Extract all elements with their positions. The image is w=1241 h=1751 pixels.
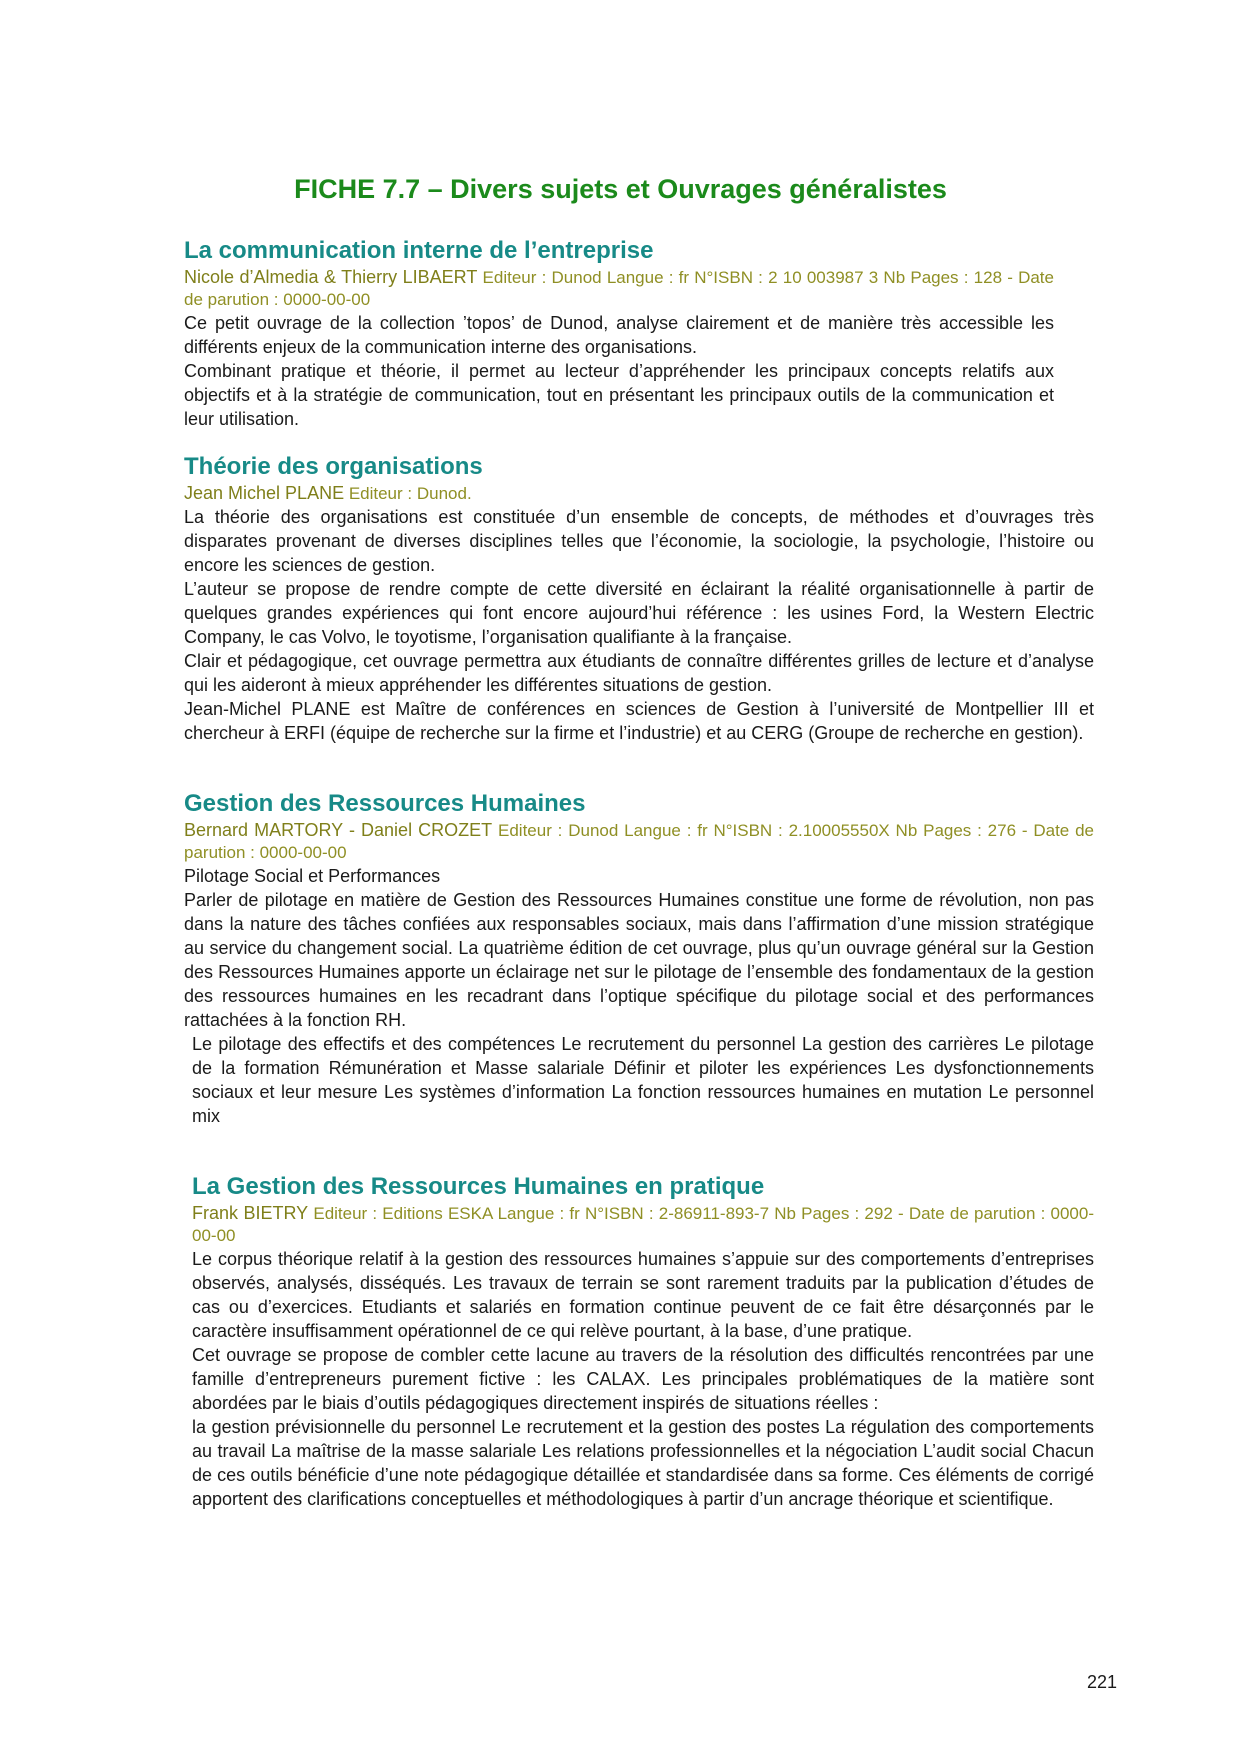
book-meta — [192, 1202, 1094, 1247]
paragraph: Clair et pédagogique, cet ouvrage permettra aux étudiants de connaître différentes grilles de lecture et d’analyse qui les aideront à mieux appréhender les différentes situations de gestion. — [184, 651, 1094, 695]
book-description — [184, 505, 1094, 745]
book-title: Théorie des organisations — [184, 453, 483, 480]
book-authors: Frank BIETRY — [192, 1203, 309, 1223]
book-title: La Gestion des Ressources Humaines en pratique — [192, 1173, 765, 1200]
book-description — [184, 864, 1094, 1128]
book-entry — [184, 452, 1094, 745]
book-meta — [184, 266, 1054, 311]
book-entry — [184, 789, 1094, 1128]
paragraph: L’auteur se propose de rendre compte de cette diversité en éclairant la réalité organisationnelle à partir de quelques grandes expériences qui font encore aujourd’hui référence : les usines Ford, la Western Electric Company, le cas Volvo, le toyotisme, l’organisation qualifiante à la française. — [184, 579, 1094, 647]
book-details: Editeur : Dunod Langue : fr N°ISBN : 2 10 003987 3 Nb Pages : 128 - Date de parution : 0000-00-00 — [184, 268, 1054, 309]
book-title: Gestion des Ressources Humaines — [184, 790, 586, 817]
book-details: Editeur : Dunod Langue : fr N°ISBN : 2.10005550X Nb Pages : 276 - Date de parution : 0000-00-00 — [184, 821, 1094, 862]
book-description — [192, 1247, 1094, 1511]
paragraph: la gestion prévisionnelle du personnel Le recrutement et la gestion des postes La régulation des comportements au travail La maîtrise de la masse salariale Les relations professionnelles et la négociation L’audit social Chacun de ces outils bénéficie d’une note pédagogique détaillée et standardisée dans sa forme. Ces éléments de corrigé apportent des clarifications conceptuelles et méthodologiques à partir d’un ancrage théorique et scientifique. — [192, 1417, 1094, 1509]
book-authors: Jean Michel PLANE — [184, 483, 345, 503]
paragraph: Combinant pratique et théorie, il permet au lecteur d’appréhender les principaux concepts relatifs aux objectifs et à la stratégie de communication, tout en présentant les principaux outils de la communication et leur utilisation. — [184, 361, 1054, 429]
page-number: 221 — [1086, 1672, 1117, 1692]
book-meta — [184, 482, 1094, 505]
book-authors: Bernard MARTORY - Daniel CROZET — [184, 820, 493, 840]
paragraph: Cet ouvrage se propose de combler cette lacune au travers de la résolution des difficultés rencontrées par une famille d’entrepreneurs purement fictive : les CALAX. Les principales problématiques de la matière sont abordées par le biais d’outils pédagogiques directement inspirés de situations réelles : — [192, 1345, 1094, 1413]
page-title: FICHE 7.7 – Divers sujets et Ouvrages généralistes — [294, 174, 947, 204]
book-meta — [184, 819, 1094, 864]
paragraph: Pilotage Social et Performances — [184, 866, 441, 886]
book-entry — [192, 1172, 1094, 1511]
paragraph: Le pilotage des effectifs et des compétences Le recrutement du personnel La gestion des carrières Le pilotage de la formation Rémunération et Masse salariale Définir et piloter les expériences Les dysfonctionnements sociaux et leur mesure Les systèmes d’information La fonction ressources humaines en mutation Le personnel mix — [192, 1034, 1094, 1126]
book-details: Editeur : Dunod. — [348, 484, 472, 503]
paragraph: Le corpus théorique relatif à la gestion des ressources humaines s’appuie sur des comportements d’entreprises observés, analysés, disséqués. Les travaux de terrain se sont rarement traduits par la publication d’études de cas ou d’exercices. Etudiants et salariés en formation continue peuvent de ce fait être désarçonnés par le caractère insuffisamment opérationnel de ce qui relève pourtant, à la base, d’une pratique. — [192, 1249, 1094, 1341]
book-description — [184, 311, 1054, 431]
book-details: Editeur : Editions ESKA Langue : fr N°ISBN : 2-86911-893-7 Nb Pages : 292 - Date de parution : 0000-00-00 — [192, 1204, 1094, 1245]
paragraph: Jean-Michel PLANE est Maître de conférences en sciences de Gestion à l’université de Montpellier III et chercheur à ERFI (équipe de recherche sur la firme et l’industrie) et au CERG (Groupe de recherche en gestion). — [184, 699, 1094, 743]
book-entry — [184, 236, 1054, 431]
paragraph: Parler de pilotage en matière de Gestion des Ressources Humaines constitue une forme de révolution, non pas dans la nature des tâches confiées aux responsables sociaux, mais dans l’affirmation d’une mission stratégique au service du changement social. La quatrième édition de cet ouvrage, plus qu’un ouvrage général sur la Gestion des Ressources Humaines apporte un éclairage net sur le pilotage de l’ensemble des fondamentaux de la gestion des ressources humaines en les recadrant dans l’optique spécifique du pilotage social et des performances rattachées à la fonction RH. — [184, 890, 1094, 1030]
book-authors: Nicole d’Almedia & Thierry LIBAERT — [184, 267, 478, 287]
paragraph: La théorie des organisations est constituée d’un ensemble de concepts, de méthodes et d’ouvrages très disparates provenant de diverses disciplines telles que l’économie, la sociologie, la psychologie, l’histoire ou encore les sciences de gestion. — [184, 507, 1094, 575]
paragraph: Ce petit ouvrage de la collection ’topos’ de Dunod, analyse clairement et de manière très accessible les différents enjeux de la communication interne des organisations. — [184, 313, 1054, 357]
book-title: La communication interne de l’entreprise — [184, 237, 654, 264]
